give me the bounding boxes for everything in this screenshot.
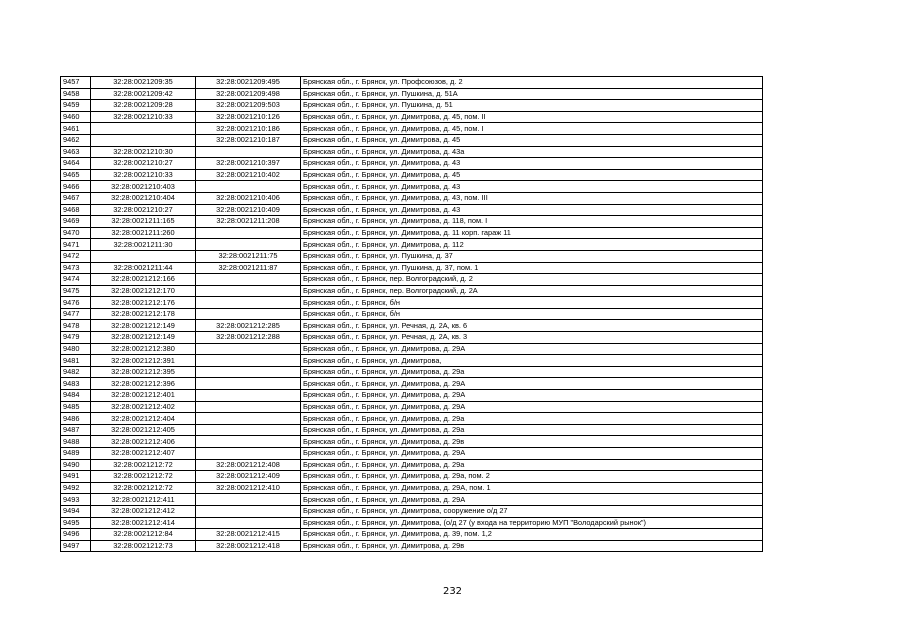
table-row xyxy=(61,146,763,158)
cadastral-object-cell: 32:28:0021209:503 xyxy=(196,100,301,112)
cadastral-object-cell xyxy=(196,181,301,193)
table-row xyxy=(61,274,763,286)
cadastral-parcel-cell: 32:28:0021209:28 xyxy=(91,100,196,112)
table-row xyxy=(61,285,763,297)
cadastral-object-cell xyxy=(196,448,301,460)
table-row xyxy=(61,181,763,193)
row-number-cell: 9485 xyxy=(61,401,91,413)
address-cell: Брянская обл., г. Брянск, ул. Димитрова, д. 29А, пом. 1 xyxy=(301,482,763,494)
table-row xyxy=(61,413,763,425)
page-number: 232 xyxy=(442,586,463,597)
cadastral-object-cell: 32:28:0021212:415 xyxy=(196,529,301,541)
cadastral-object-cell: 32:28:0021210:397 xyxy=(196,158,301,170)
cadastral-parcel-cell: 32:28:0021212:72 xyxy=(91,459,196,471)
row-number-cell: 9479 xyxy=(61,332,91,344)
cadastral-object-cell: 32:28:0021210:409 xyxy=(196,204,301,216)
table-row xyxy=(61,390,763,402)
row-number-cell: 9470 xyxy=(61,227,91,239)
address-cell: Брянская обл., г. Брянск, ул. Речная, д. 2А, кв. 6 xyxy=(301,320,763,332)
cadastral-object-cell xyxy=(196,274,301,286)
cadastral-parcel-cell: 32:28:0021212:84 xyxy=(91,529,196,541)
address-cell: Брянская обл., г. Брянск, ул. Димитрова, д. 43 xyxy=(301,181,763,193)
address-cell: Брянская обл., г. Брянск, ул. Димитрова, д. 29в xyxy=(301,540,763,552)
table-row xyxy=(61,482,763,494)
row-number-cell: 9466 xyxy=(61,181,91,193)
address-cell: Брянская обл., г. Брянск, ул. Димитрова, сооружение о/д 27 xyxy=(301,505,763,517)
table-row xyxy=(61,297,763,309)
cadastral-parcel-cell xyxy=(91,134,196,146)
address-cell: Брянская обл., г. Брянск, ул. Димитрова, д. 29а xyxy=(301,366,763,378)
registry-table xyxy=(60,76,763,552)
row-number-cell: 9494 xyxy=(61,505,91,517)
cadastral-object-cell xyxy=(196,297,301,309)
row-number-cell: 9482 xyxy=(61,366,91,378)
row-number-cell: 9486 xyxy=(61,413,91,425)
cadastral-object-cell xyxy=(196,378,301,390)
cadastral-parcel-cell: 32:28:0021209:42 xyxy=(91,88,196,100)
table-row xyxy=(61,77,763,89)
cadastral-object-cell xyxy=(196,401,301,413)
cadastral-parcel-cell: 32:28:0021211:30 xyxy=(91,239,196,251)
cadastral-object-cell: 32:28:0021212:410 xyxy=(196,482,301,494)
address-cell: Брянская обл., г. Брянск, ул. Димитрова, д. 29а xyxy=(301,413,763,425)
row-number-cell: 9492 xyxy=(61,482,91,494)
row-number-cell: 9462 xyxy=(61,134,91,146)
cadastral-parcel-cell: 32:28:0021212:414 xyxy=(91,517,196,529)
cadastral-object-cell: 32:28:0021211:75 xyxy=(196,250,301,262)
address-cell: Брянская обл., г. Брянск, ул. Димитрова, д. 29А xyxy=(301,390,763,402)
cadastral-parcel-cell: 32:28:0021212:411 xyxy=(91,494,196,506)
table-row xyxy=(61,169,763,181)
table-row xyxy=(61,158,763,170)
table-row xyxy=(61,320,763,332)
cadastral-parcel-cell: 32:28:0021212:395 xyxy=(91,366,196,378)
address-cell: Брянская обл., г. Брянск, ул. Димитрова, д. 112 xyxy=(301,239,763,251)
table-row xyxy=(61,88,763,100)
row-number-cell: 9463 xyxy=(61,146,91,158)
table-row xyxy=(61,401,763,413)
cadastral-object-cell xyxy=(196,343,301,355)
cadastral-parcel-cell: 32:28:0021210:27 xyxy=(91,204,196,216)
cadastral-parcel-cell: 32:28:0021212:380 xyxy=(91,343,196,355)
cadastral-parcel-cell: 32:28:0021212:407 xyxy=(91,448,196,460)
cadastral-object-cell: 32:28:0021210:126 xyxy=(196,111,301,123)
row-number-cell: 9496 xyxy=(61,529,91,541)
row-number-cell: 9472 xyxy=(61,250,91,262)
table-row xyxy=(61,100,763,112)
cadastral-object-cell: 32:28:0021212:409 xyxy=(196,471,301,483)
cadastral-parcel-cell: 32:28:0021212:176 xyxy=(91,297,196,309)
cadastral-parcel-cell: 32:28:0021212:73 xyxy=(91,540,196,552)
table-row xyxy=(61,204,763,216)
cadastral-object-cell xyxy=(196,390,301,402)
address-cell: Брянская обл., г. Брянск, ул. Димитрова, д. 43а xyxy=(301,146,763,158)
cadastral-object-cell: 32:28:0021210:187 xyxy=(196,134,301,146)
cadastral-parcel-cell: 32:28:0021210:403 xyxy=(91,181,196,193)
address-cell: Брянская обл., г. Брянск, ул. Димитрова, д. 29А xyxy=(301,448,763,460)
row-number-cell: 9481 xyxy=(61,355,91,367)
address-cell: Брянская обл., г. Брянск, ул. Пушкина, д. 37, пом. 1 xyxy=(301,262,763,274)
cadastral-parcel-cell: 32:28:0021212:406 xyxy=(91,436,196,448)
row-number-cell: 9474 xyxy=(61,274,91,286)
cadastral-object-cell xyxy=(196,413,301,425)
row-number-cell: 9491 xyxy=(61,471,91,483)
row-number-cell: 9477 xyxy=(61,308,91,320)
table-row xyxy=(61,448,763,460)
row-number-cell: 9473 xyxy=(61,262,91,274)
cadastral-parcel-cell: 32:28:0021212:391 xyxy=(91,355,196,367)
cadastral-parcel-cell: 32:28:0021212:170 xyxy=(91,285,196,297)
cadastral-object-cell xyxy=(196,366,301,378)
row-number-cell: 9483 xyxy=(61,378,91,390)
cadastral-parcel-cell: 32:28:0021212:401 xyxy=(91,390,196,402)
cadastral-object-cell: 32:28:0021212:288 xyxy=(196,332,301,344)
cadastral-object-cell: 32:28:0021212:408 xyxy=(196,459,301,471)
cadastral-object-cell xyxy=(196,505,301,517)
address-cell: Брянская обл., г. Брянск, ул. Димитрова, д. 118, пом. I xyxy=(301,216,763,228)
table-row xyxy=(61,517,763,529)
row-number-cell: 9480 xyxy=(61,343,91,355)
cadastral-object-cell xyxy=(196,494,301,506)
cadastral-parcel-cell: 32:28:0021210:30 xyxy=(91,146,196,158)
row-number-cell: 9476 xyxy=(61,297,91,309)
row-number-cell: 9464 xyxy=(61,158,91,170)
address-cell: Брянская обл., г. Брянск, ул. Димитрова, xyxy=(301,355,763,367)
table-row xyxy=(61,355,763,367)
row-number-cell: 9471 xyxy=(61,239,91,251)
table-row xyxy=(61,250,763,262)
table-row xyxy=(61,308,763,320)
cadastral-parcel-cell: 32:28:0021210:33 xyxy=(91,111,196,123)
cadastral-parcel-cell: 32:28:0021212:72 xyxy=(91,482,196,494)
address-cell: Брянская обл., г. Брянск, б/н xyxy=(301,297,763,309)
address-cell: Брянская обл., г. Брянск, ул. Димитрова, д. 29а, пом. 2 xyxy=(301,471,763,483)
table-row xyxy=(61,494,763,506)
address-cell: Брянская обл., г. Брянск, ул. Димитрова, д. 43 xyxy=(301,158,763,170)
address-cell: Брянская обл., г. Брянск, ул. Димитрова, д. 29в xyxy=(301,436,763,448)
address-cell: Брянская обл., г. Брянск, ул. Димитрова, д. 11 корп. гараж 11 xyxy=(301,227,763,239)
cadastral-object-cell: 32:28:0021210:406 xyxy=(196,192,301,204)
cadastral-object-cell: 32:28:0021210:186 xyxy=(196,123,301,135)
table-row xyxy=(61,343,763,355)
row-number-cell: 9475 xyxy=(61,285,91,297)
cadastral-parcel-cell: 32:28:0021211:44 xyxy=(91,262,196,274)
row-number-cell: 9457 xyxy=(61,77,91,89)
cadastral-object-cell xyxy=(196,146,301,158)
row-number-cell: 9497 xyxy=(61,540,91,552)
address-cell: Брянская обл., г. Брянск, ул. Пушкина, д. 37 xyxy=(301,250,763,262)
address-cell: Брянская обл., г. Брянск, пер. Волгоградский, д. 2А xyxy=(301,285,763,297)
table-row xyxy=(61,332,763,344)
address-cell: Брянская обл., г. Брянск, ул. Димитрова, д. 29А xyxy=(301,343,763,355)
table-row xyxy=(61,111,763,123)
table-row xyxy=(61,436,763,448)
table-row xyxy=(61,529,763,541)
cadastral-parcel-cell: 32:28:0021212:149 xyxy=(91,320,196,332)
cadastral-parcel-cell: 32:28:0021209:35 xyxy=(91,77,196,89)
cadastral-object-cell xyxy=(196,239,301,251)
table-row xyxy=(61,123,763,135)
cadastral-object-cell: 32:28:0021212:418 xyxy=(196,540,301,552)
row-number-cell: 9489 xyxy=(61,448,91,460)
row-number-cell: 9490 xyxy=(61,459,91,471)
cadastral-object-cell xyxy=(196,285,301,297)
cadastral-object-cell: 32:28:0021210:402 xyxy=(196,169,301,181)
table-row xyxy=(61,134,763,146)
cadastral-parcel-cell: 32:28:0021210:33 xyxy=(91,169,196,181)
table-row xyxy=(61,216,763,228)
address-cell: Брянская обл., г. Брянск, ул. Димитрова, д. 29А xyxy=(301,401,763,413)
address-cell: Брянская обл., г. Брянск, ул. Димитрова, д. 29а xyxy=(301,424,763,436)
table-row xyxy=(61,262,763,274)
address-cell: Брянская обл., г. Брянск, ул. Профсоюзов, д. 2 xyxy=(301,77,763,89)
row-number-cell: 9484 xyxy=(61,390,91,402)
cadastral-parcel-cell xyxy=(91,250,196,262)
cadastral-object-cell xyxy=(196,227,301,239)
address-cell: Брянская обл., г. Брянск, ул. Димитрова, д. 45 xyxy=(301,169,763,181)
cadastral-object-cell: 32:28:0021211:87 xyxy=(196,262,301,274)
address-cell: Брянская обл., г. Брянск, ул. Димитрова, (о/д 27 (у входа на территорию МУП "Володарский рынок") xyxy=(301,517,763,529)
row-number-cell: 9495 xyxy=(61,517,91,529)
address-cell: Брянская обл., г. Брянск, ул. Димитрова, д. 43 xyxy=(301,204,763,216)
cadastral-parcel-cell: 32:28:0021212:404 xyxy=(91,413,196,425)
table-row xyxy=(61,459,763,471)
table-row xyxy=(61,192,763,204)
row-number-cell: 9488 xyxy=(61,436,91,448)
row-number-cell: 9459 xyxy=(61,100,91,112)
table-row xyxy=(61,540,763,552)
cadastral-parcel-cell: 32:28:0021212:72 xyxy=(91,471,196,483)
address-cell: Брянская обл., г. Брянск, ул. Пушкина, д. 51А xyxy=(301,88,763,100)
address-cell: Брянская обл., г. Брянск, ул. Димитрова, д. 39, пом. 1,2 xyxy=(301,529,763,541)
row-number-cell: 9460 xyxy=(61,111,91,123)
cadastral-object-cell xyxy=(196,355,301,367)
table-row xyxy=(61,366,763,378)
table-row xyxy=(61,239,763,251)
table-row xyxy=(61,424,763,436)
row-number-cell: 9467 xyxy=(61,192,91,204)
row-number-cell: 9487 xyxy=(61,424,91,436)
address-cell: Брянская обл., г. Брянск, ул. Димитрова, д. 29а xyxy=(301,459,763,471)
address-cell: Брянская обл., г. Брянск, ул. Димитрова, д. 43, пом. III xyxy=(301,192,763,204)
cadastral-parcel-cell: 32:28:0021212:178 xyxy=(91,308,196,320)
cadastral-object-cell xyxy=(196,424,301,436)
address-cell: Брянская обл., г. Брянск, ул. Димитрова, д. 29А xyxy=(301,378,763,390)
cadastral-object-cell: 32:28:0021211:208 xyxy=(196,216,301,228)
cadastral-parcel-cell: 32:28:0021212:166 xyxy=(91,274,196,286)
row-number-cell: 9493 xyxy=(61,494,91,506)
cadastral-parcel-cell: 32:28:0021212:396 xyxy=(91,378,196,390)
row-number-cell: 9458 xyxy=(61,88,91,100)
registry-table-body xyxy=(61,77,763,552)
cadastral-object-cell xyxy=(196,436,301,448)
table-row xyxy=(61,227,763,239)
row-number-cell: 9469 xyxy=(61,216,91,228)
cadastral-parcel-cell: 32:28:0021211:165 xyxy=(91,216,196,228)
address-cell: Брянская обл., г. Брянск, пер. Волгоградский, д. 2 xyxy=(301,274,763,286)
cadastral-parcel-cell xyxy=(91,123,196,135)
cadastral-object-cell: 32:28:0021209:498 xyxy=(196,88,301,100)
address-cell: Брянская обл., г. Брянск, б/н xyxy=(301,308,763,320)
address-cell: Брянская обл., г. Брянск, ул. Речная, д. 2А, кв. 3 xyxy=(301,332,763,344)
row-number-cell: 9461 xyxy=(61,123,91,135)
address-cell: Брянская обл., г. Брянск, ул. Димитрова, д. 45, пом. I xyxy=(301,123,763,135)
table-row xyxy=(61,471,763,483)
row-number-cell: 9478 xyxy=(61,320,91,332)
cadastral-parcel-cell: 32:28:0021212:402 xyxy=(91,401,196,413)
address-cell: Брянская обл., г. Брянск, ул. Димитрова, д. 45, пом. II xyxy=(301,111,763,123)
cadastral-parcel-cell: 32:28:0021210:404 xyxy=(91,192,196,204)
cadastral-parcel-cell: 32:28:0021211:260 xyxy=(91,227,196,239)
cadastral-parcel-cell: 32:28:0021212:412 xyxy=(91,505,196,517)
cadastral-object-cell: 32:28:0021209:495 xyxy=(196,77,301,89)
cadastral-parcel-cell: 32:28:0021210:27 xyxy=(91,158,196,170)
cadastral-object-cell xyxy=(196,517,301,529)
table-row xyxy=(61,505,763,517)
cadastral-parcel-cell: 32:28:0021212:149 xyxy=(91,332,196,344)
row-number-cell: 9468 xyxy=(61,204,91,216)
table-row xyxy=(61,378,763,390)
row-number-cell: 9465 xyxy=(61,169,91,181)
cadastral-object-cell xyxy=(196,308,301,320)
address-cell: Брянская обл., г. Брянск, ул. Димитрова, д. 29А xyxy=(301,494,763,506)
address-cell: Брянская обл., г. Брянск, ул. Пушкина, д. 51 xyxy=(301,100,763,112)
cadastral-object-cell: 32:28:0021212:285 xyxy=(196,320,301,332)
cadastral-parcel-cell: 32:28:0021212:405 xyxy=(91,424,196,436)
address-cell: Брянская обл., г. Брянск, ул. Димитрова, д. 45 xyxy=(301,134,763,146)
